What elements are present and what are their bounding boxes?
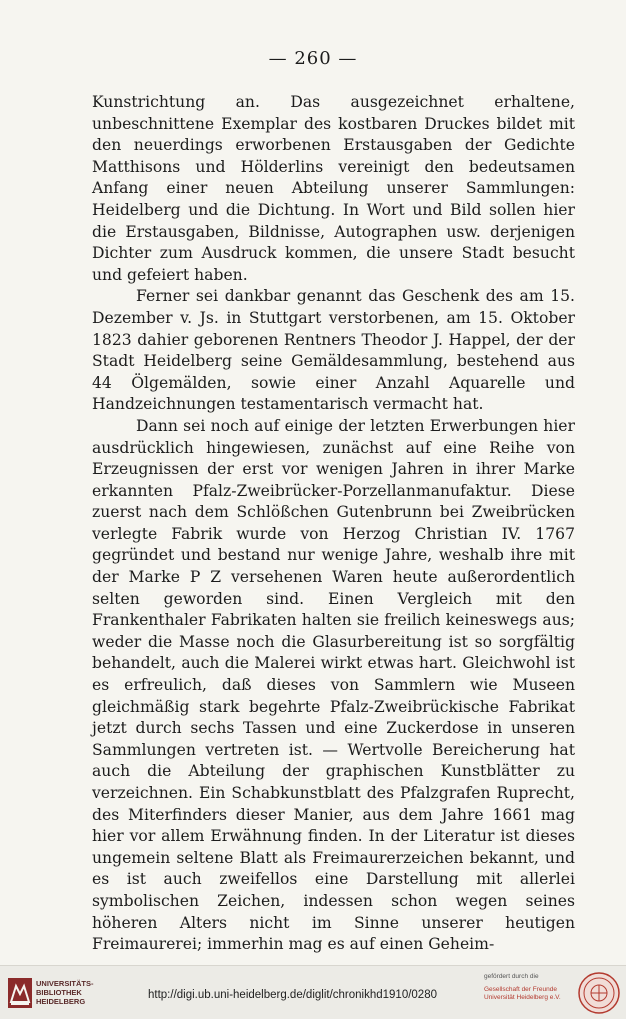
page-number: — 260 —	[268, 48, 358, 69]
institution-name: UNIVERSITÄTS- BIBLIOTHEK HEIDELBERG	[36, 979, 94, 1006]
sponsor-name: Gesellschaft der Freunde Universität Heidelberg e.V.	[484, 986, 561, 1001]
university-seal-icon	[578, 972, 620, 1014]
paragraph-2: Ferner sei dankbar genannt das Geschenk des am 15. Dezember v. Js. in Stuttgart verstorbenen, am 15. Oktober 1823 dahier geborenen Rentners Theodor J. Happel, der der Stadt Heidelberg seine Gemäldesammlung, bestehend aus 44 Ölgemälden, sowie einer Anzahl Aquarelle und Handzeichnungen testamentarisch vermacht hat.	[92, 287, 575, 414]
university-library-logo-icon	[8, 978, 32, 1008]
paragraph-3: Dann sei noch auf einige der letzten Erwerbungen hier ausdrücklich hingewiesen, zunächst auf eine Reihe von Erzeugnissen der erst vor wenigen Jahren in ihrer Marke erkannten Pfalz-Zweibrücker-Porzellanmanufaktur. Diese zuerst nach dem Schlößchen Gutenbrunn bei Zweibrücken verlegte Fabrik wurde von Herzog Christian IV. 1767 gegründet und bestand nur wenige Jahre, weshalb ihre mit der Marke P Z versehenen Waren heute außerordentlich selten geworden sind. Einen Vergleich mit den Frankenthaler Fabrikaten halten sie freilich keineswegs aus; weder die Masse noch die Glasurbereitung ist so sorgfältig behandelt, auch die Malerei wirkt etwas hart. Gleichwohl ist es erfreulich, daß dieses von Sammlern wie Museen gleichmäßig stark begehrte Pfalz-Zweibrückische Fabrikat jetzt durch sechs Tassen und eine Zuckerdose in unseren Sammlungen vertreten ist. — Wertvolle Bereicherung hat auch die Abteilung der graphischen Kunstblätter zu verzeichnen. Ein Schabkunstblatt des Pfalzgrafen Ruprecht, des Miterfinders dieser Manier, aus dem Jahre 1661 mag hier vor allem Erwähnung finden. In der Literatur ist dieses ungemein seltene Blatt als Freimaurerzeichen bekannt, und es ist auch zweifellos eine Darstellung mit allerlei symbolischen Zeichen, indessen schon wegen seines höheren Alters nicht im Sinne unserer heutigen Freimaurerei; immerhin mag es auf einen Geheim-	[92, 416, 575, 954]
paragraph-1: Kunstrichtung an. Das ausgezeichnet erhaltene, unbeschnittene Exemplar des kostbaren Druckes bildet mit den neuerdings erworbenen Erstausgaben der Gedichte Matthisons und Hölderlins vereinigt den bedeutsamen Anfang einer neuen Abteilung unserer Sammlungen: Heidelberg und die Dichtung. In Wort und Bild sollen hier die Erstausgaben, Bildnisse, Autographen usw. derjenigen Dichter zum Ausdruck kommen, die unsere Stadt besucht und gefeiert haben.	[92, 93, 575, 284]
permalink-url[interactable]: http://digi.ub.uni-heidelberg.de/diglit/chronikhd1910/0280	[148, 989, 437, 1001]
body-text	[92, 92, 575, 956]
viewer-footer	[0, 965, 626, 1019]
sponsor-caption: gefördert durch die	[484, 973, 539, 980]
